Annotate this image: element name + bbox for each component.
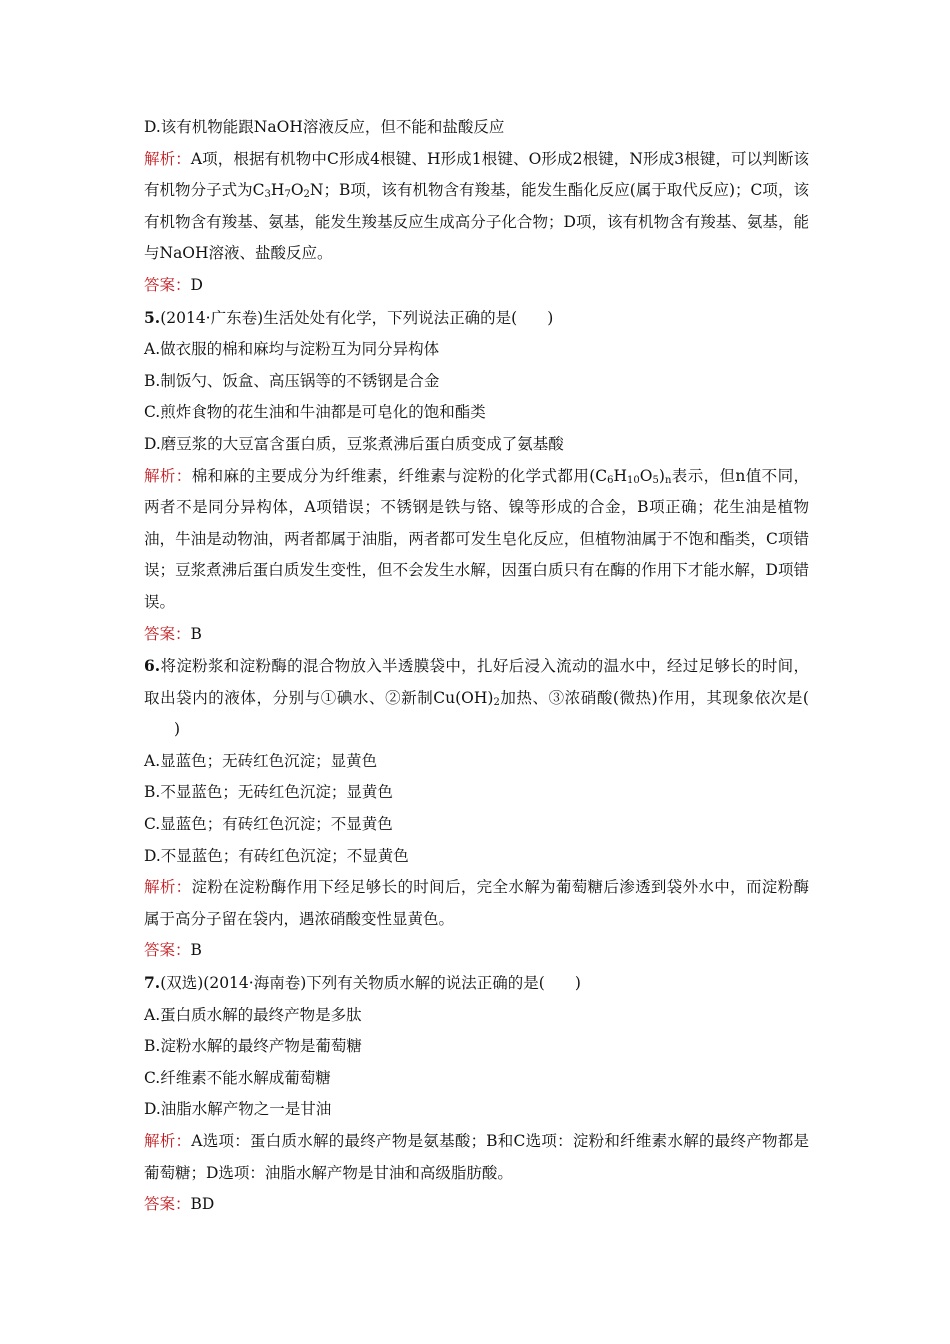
q7-stem-text: (双选)(2014·海南卷)下列有关物质水解的说法正确的是( — [160, 974, 545, 993]
q4-answer-label: 答案： — [144, 275, 191, 294]
q5-formula-sub: 10 — [627, 474, 640, 486]
q4-analysis-label: 解析： — [144, 149, 191, 168]
q5-formula-sub: 5 — [652, 474, 659, 486]
q7-answer-label: 答案： — [144, 1195, 191, 1214]
q4-option-d: D.该有机物能跟NaOH溶液反应，但不能和盐酸反应 — [144, 118, 505, 136]
q5-answer-value: B — [190, 624, 202, 643]
q6-option-c: C.显蓝色；有砖红色沉淀；不显黄色 — [144, 815, 393, 834]
q5-option-b: B.制饭勺、饭盒、高压锅等的不锈钢是合金 — [144, 371, 440, 390]
q7-number: 7. — [144, 973, 161, 993]
q5-analysis — [144, 461, 809, 619]
q4-analysis-text-1: A项，根据有机物中C形成4根键、H形成1根键、O形成2根键，N形成3根键，可以判断该有机物分子式为C — [144, 149, 809, 200]
q5-formula-sub: n — [664, 474, 672, 486]
q6-formula-sub: 2 — [493, 696, 500, 708]
q7-answer-value: BD — [190, 1195, 215, 1214]
q6-answer-label: 答案： — [144, 941, 191, 960]
q6-analysis-text: 淀粉在淀粉酶作用下经足够长的时间后，完全水解为葡萄糖后渗透到袋外水中，而淀粉酶属于高分子留在袋内，遇浓硝酸变性显黄色。 — [144, 878, 809, 928]
q6-stem-text-1: 将淀粉浆和淀粉酶的混合物放入半透膜袋中，扎好后浸入流动的温水中，经过足够长的时间，取出袋内的液体，分别与①碘水、②新制Cu(OH) — [144, 657, 809, 707]
q5-option-d: D.磨豆浆的大豆富含蛋白质，豆浆煮沸后蛋白质变成了氨基酸 — [144, 434, 564, 453]
q5-answer — [144, 619, 809, 651]
q5-analysis-label: 解析： — [144, 466, 192, 485]
document-page — [144, 112, 809, 1221]
q6-option-d: D.不显蓝色；有砖红色沉淀；不显黄色 — [144, 846, 409, 865]
q5-analysis-text-2: 表示，但n值不同，两者不是同分异构体，A项错误；不锈钢是铁与铬、镍等形成的合金，B项正确；花生油是植物油，牛油是动物油，两者都属于油脂，两者都可发生皂化反应，但植物油属于不饱和酯类，C项错误；豆浆煮沸后蛋白质发生变性，但不会发生水解，因蛋白质只有在酶的作用下才能水解，D项错误。 — [144, 466, 809, 611]
q7-option-b: B.淀粉水解的最终产物是葡萄糖 — [144, 1037, 362, 1056]
q6-analysis — [144, 872, 809, 935]
q6-answer-value: B — [190, 941, 202, 960]
q6-option-a: A.显蓝色；无砖红色沉淀；显黄色 — [144, 751, 378, 770]
q7-analysis — [144, 1126, 809, 1189]
q7-analysis-label: 解析： — [144, 1132, 192, 1150]
q6-stem-text-2: 加热、③浓硝酸(微热)作用，其现象依次是( — [499, 688, 809, 707]
q6-answer — [144, 935, 809, 967]
q7-stem — [144, 967, 809, 1000]
q7-stem-close: ) — [574, 974, 581, 993]
q4-formula-sub: 7 — [284, 189, 291, 201]
q7-option-d: D.油脂水解产物之一是甘油 — [144, 1100, 332, 1119]
q4-analysis — [144, 144, 809, 270]
q5-option-c: C.煎炸食物的花生油和牛油都是可皂化的饱和酯类 — [144, 403, 486, 422]
q5-formula-sub: 6 — [607, 474, 614, 486]
q6-number: 6. — [144, 656, 161, 676]
q4-answer-value: D — [190, 275, 203, 294]
q5-option-a: A.做衣服的棉和麻均与淀粉互为同分异构体 — [144, 340, 440, 359]
q7-option-a: A.蛋白质水解的最终产物是多肽 — [144, 1005, 362, 1024]
q4-formula: O — [290, 181, 304, 200]
q4-formula: N — [309, 181, 324, 200]
q5-formula: ) — [658, 466, 665, 485]
q5-answer-label: 答案： — [144, 624, 191, 643]
q5-formula: H — [613, 466, 628, 485]
q6-stem — [144, 650, 809, 746]
q6-analysis-label: 解析： — [144, 878, 192, 897]
q7-answer — [144, 1189, 809, 1221]
q4-formula-sub: 3 — [264, 189, 271, 201]
q5-number: 5. — [144, 307, 161, 327]
q5-analysis-text-1: 棉和麻的主要成分为纤维素，纤维素与淀粉的化学式都用(C — [191, 466, 608, 485]
q5-stem-text: (2014·广东卷)生活处处有化学，下列说法正确的是( — [160, 308, 518, 327]
q4-formula-sub: 2 — [303, 189, 310, 201]
q5-stem — [144, 302, 809, 335]
q5-formula: O — [639, 466, 653, 485]
q6-option-b: B.不显蓝色；无砖红色沉淀；显黄色 — [144, 783, 393, 802]
q6-stem-close: ) — [174, 720, 181, 739]
q7-analysis-text: A选项：蛋白质水解的最终产物是氨基酸；B和C选项：淀粉和纤维素水解的最终产物都是葡萄糖；D选项：油脂水解产物是甘油和高级脂肪酸。 — [144, 1132, 809, 1182]
q4-answer — [144, 270, 809, 302]
q4-analysis-text-2: ；B项，该有机物含有羧基，能发生酯化反应(属于取代反应)；C项，该有机物含有羧基、氨基，能发生羧基反应生成高分子化合物；D项，该有机物含有羧基、氨基，能与NaOH溶液、盐酸反应。 — [144, 181, 809, 263]
q5-stem-close: ) — [547, 308, 554, 327]
q4-formula: H — [270, 181, 285, 200]
q7-option-c: C.纤维素不能水解成葡萄糖 — [144, 1068, 331, 1087]
